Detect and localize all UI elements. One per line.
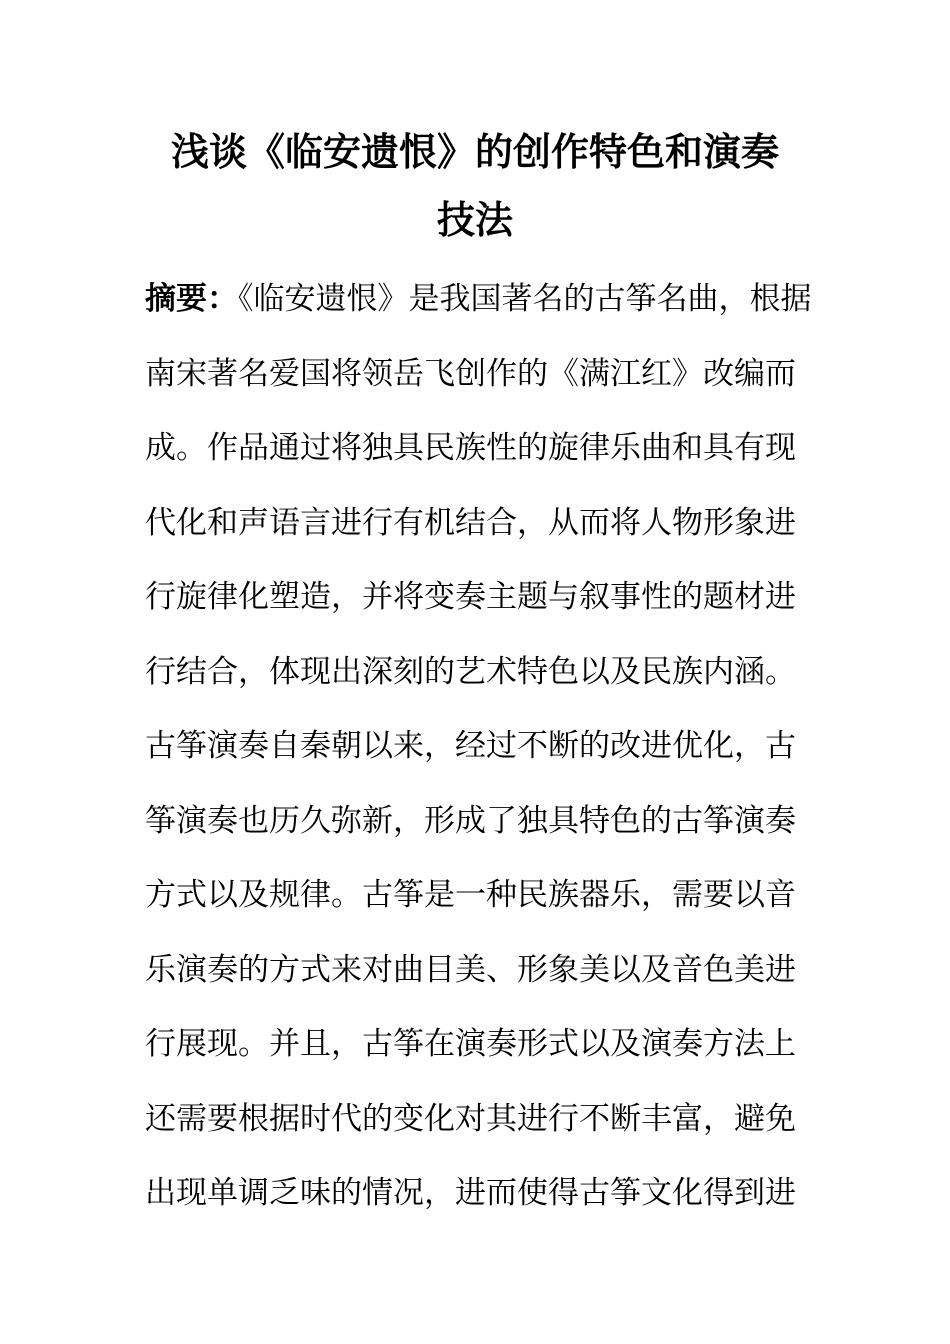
body-line: 古筝演奏自秦朝以来，经过不断的改进优化，古 xyxy=(145,728,796,764)
abstract-line-text: 《临安遗恨》是我国著名的古筝名曲，根据 xyxy=(238,281,812,317)
document-title xyxy=(140,118,810,254)
abstract-line: 成。作品通过将独具民族性的旋律乐曲和具有现 xyxy=(145,430,796,466)
title-line-1: 浅谈《临安遗恨》的创作特色和演奏 xyxy=(170,130,779,174)
abstract-label: 摘要： xyxy=(145,281,238,317)
abstract-body xyxy=(145,262,815,1231)
abstract-line: 代化和声语言进行有机结合，从而将人物形象进 xyxy=(145,504,796,541)
body-line: 行展现。并且，古筝在演奏形式以及演奏方法上 xyxy=(145,1026,796,1062)
body-line: 还需要根据时代的变化对其进行不断丰富，避免 xyxy=(145,1100,796,1137)
body-line: 方式以及规律。古筝是一种民族器乐，需要以音 xyxy=(145,877,796,913)
abstract-line: 南宋著名爱国将领岳飞创作的《满江红》改编而 xyxy=(145,355,796,392)
body-line: 乐演奏的方式来对曲目美、形象美以及音色美进 xyxy=(145,951,796,988)
title-line-2: 技法 xyxy=(436,198,513,242)
body-line: 出现单调乏味的情况，进而使得古筝文化得到进 xyxy=(145,1175,796,1211)
abstract-line: 行旋律化塑造，并将变奏主题与叙事性的题材进 xyxy=(145,579,796,615)
abstract-line xyxy=(145,262,815,337)
abstract-line: 行结合，体现出深刻的艺术特色以及民族内涵。 xyxy=(145,653,796,690)
body-line: 筝演奏也历久弥新，形成了独具特色的古筝演奏 xyxy=(145,802,796,839)
